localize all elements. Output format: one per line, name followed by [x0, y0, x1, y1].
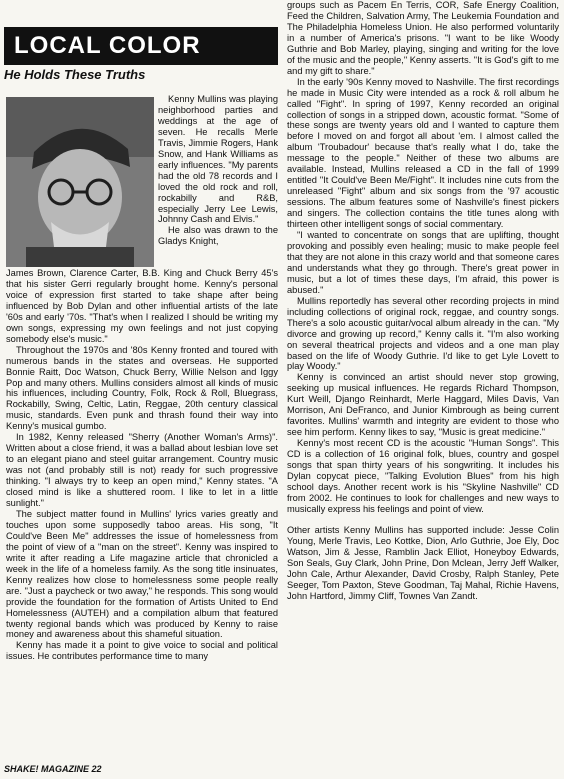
paragraph: groups such as Pacem En Terris, COR, Safe Energy Coalition, Feed the Children, Salvation Army, The Leukemia Foundation and The Philadelphia Homeless Union. He also performed voluntarily in a number of America's prisons. "I want to be like Woody Guthrie and Bob Marley, playing, singing and writing for the love of the music and the people," Kenny asserts. "It is God's gift to me and my gift to share." — [287, 0, 559, 76]
page-footer: SHAKE! MAGAZINE 22 — [4, 764, 102, 774]
paragraph: Other artists Kenny Mullins has supported include: Jesse Colin Young, Merle Travis, Leo Kottke, Dion, Arlo Guthrie, Joe Ely, Doc Watson, Jim & Jesse, Ramblin Jack Elliot, Honeyboy Edwards, Son Seals, Guy Clark, John Prine, Don Mclean, Jerry Jeff Walker, John Cale, Arthur Alexander, David Crosby, Ralph Stanley, Pete Seeger, Tom Paxton, Steve Goodman, Taj Mahal, Richie Havens, John Hartford, Jimmy Cliff, Townes Van Zandt. — [287, 524, 559, 601]
paragraph: Kenny has made it a point to give voice to social and political issues. He contributes performance time to many — [6, 640, 278, 662]
paragraph: "I wanted to concentrate on songs that are uplifting, thought provoking and possibly even healing; music to make people feel that they are not alone in this crazy world and that someone cares and understands what they go through. There's great power in music, but a lot of times these days, I'm afraid, this power is abused." — [287, 230, 559, 295]
paragraph: Throughout the 1970s and '80s Kenny fronted and toured with numerous bands in the states and overseas. He supported Bonnie Raitt, Doc Watson, Chuck Berry, Willie Nelson and Iggy Pop and many others. Mullins considers almost all kinds of music his influences, including Country, Folk, Rock & Roll, Bluegrass, Rockabilly, Swing, Celtic, Latin, Reggae, 20th century classical music, standards. Even punk and thrash found their way into Kenny's musical gumbo. — [6, 344, 278, 432]
paragraph: The subject matter found in Mullins' lyrics varies greatly and touches upon some supposedly taboo areas. His song, "It Could've Been Me" addresses the issue of homelessness from the point of view of a "man on the street". Kenny was inspired to write it after reading a Life magazine article that chronicled a week in the life of a homeless family. As the song title insinuates, Kenny realizes how close to homelessness some people really are. "Just a paycheck or two away," he responds. This song would provide the foundation for the formation of Artists United to End Homelessness (AUTEH) and a compilation album that featured twenty regional bands which was produced by Kenny to raise money and awareness about this shameful situation. — [6, 508, 278, 640]
paragraph: In 1982, Kenny released "Sherry (Another Woman's Arms)". Written about a close friend, it was a ballad about lesbian love set to an elegant piano and steel guitar arrangement. Country music was not (and probably still is not) ready for such progressive thinking. "I always try to keep an open mind," Kenny states. "A closed mind is like a shuttered room. I like to let in a little sunlight." — [6, 432, 278, 509]
portrait-photo — [6, 97, 154, 267]
paragraph: Mullins reportedly has several other recording projects in mind including collections of original rock, reggae, and country songs. There's a solo acoustic guitar/vocal album already in the can. "My divorce and growing up record," Kenny calls it. "I'm also working on several theatrical projects and videos and a one man play based on the life of Woody Guthrie. I'd like to get Lyle Lovett to play Woody." — [287, 295, 559, 372]
paragraph: He also was drawn to the Gladys Knight, — [158, 225, 278, 247]
section-title: LOCAL COLOR — [14, 32, 201, 59]
column-b — [6, 268, 278, 662]
paragraph: Kenny's most recent CD is the acoustic "Human Songs". This CD is a collection of 16 original folk, blues, country and gospel songs that span thirty years of his songwriting. It includes his Dylan copycat piece, "Talking Evolution Blues" from his high school days. Another recent work is his "Skyline Nashville" CD from 2002. He continues to look for challenges and new ways to musically express his feelings and point of view. — [287, 438, 559, 514]
headline: He Holds These Truths — [4, 67, 146, 82]
paragraph: Kenny is convinced an artist should never stop growing, seeking up musical influences. He regards Richard Thompson, Kurt Weill, Django Reinhardt, Merle Haggard, Miles Davis, Van Morrison, Ani DeFranco, and Junior Kimbrough as being current favorites. Mullins' warmth and integrity are evident to those who see him perform. Kenny likes to say, "Music is great medicine." — [287, 372, 559, 438]
column-c — [287, 0, 559, 601]
paragraph: Kenny Mullins was playing neighborhood parties and weddings at the age of seven. He recalls Merle Travis, Jimmie Rogers, Hank Snow, and Hank Williams as early influences. "My parents had the old 78 records and I loved the old rock and roll, rockabilly and R&B, especially Jerry Lee Lewis, Johnny Cash and Elvis." — [158, 94, 278, 225]
column-a — [158, 94, 278, 247]
portrait-image — [6, 97, 154, 267]
section-banner — [4, 27, 278, 65]
paragraph: James Brown, Clarence Carter, B.B. King and Chuck Berry 45's that his sister Gerri regularly brought home. Kenny's personal voice of expression first started to take shape after being influenced by Bob Dylan and other influential artists of the late '60s and early '70s. "That's when I realized I should be writing my own songs, expressing my own feelings and not just copying somebody else's music." — [6, 268, 278, 344]
paragraph: In the early '90s Kenny moved to Nashville. The first recordings he made in Music City were intended as a rock & roll album he called "Fight". In spring of 1997, Kenny recorded an original collection of songs in a stripped down, acoustic format. "Some of these songs are twenty years old and I wanted to capture them before I moved on and forgot all about 'em. I almost called the album 'Troubadour' because that's really what I do, take the message to the people." Neither of these two albums are available. Instead, Mullins released a CD in the fall of 1999 entitled "It Could've Been Me/Fight". It includes nine cuts from the unreleased "Fight" album and six songs from the '97 acoustic sessions. The album features some of Nashville's finest pickers and singers. The collection contains the title tunes along with thirteen other intelligent songs of social commentary. — [287, 76, 559, 230]
